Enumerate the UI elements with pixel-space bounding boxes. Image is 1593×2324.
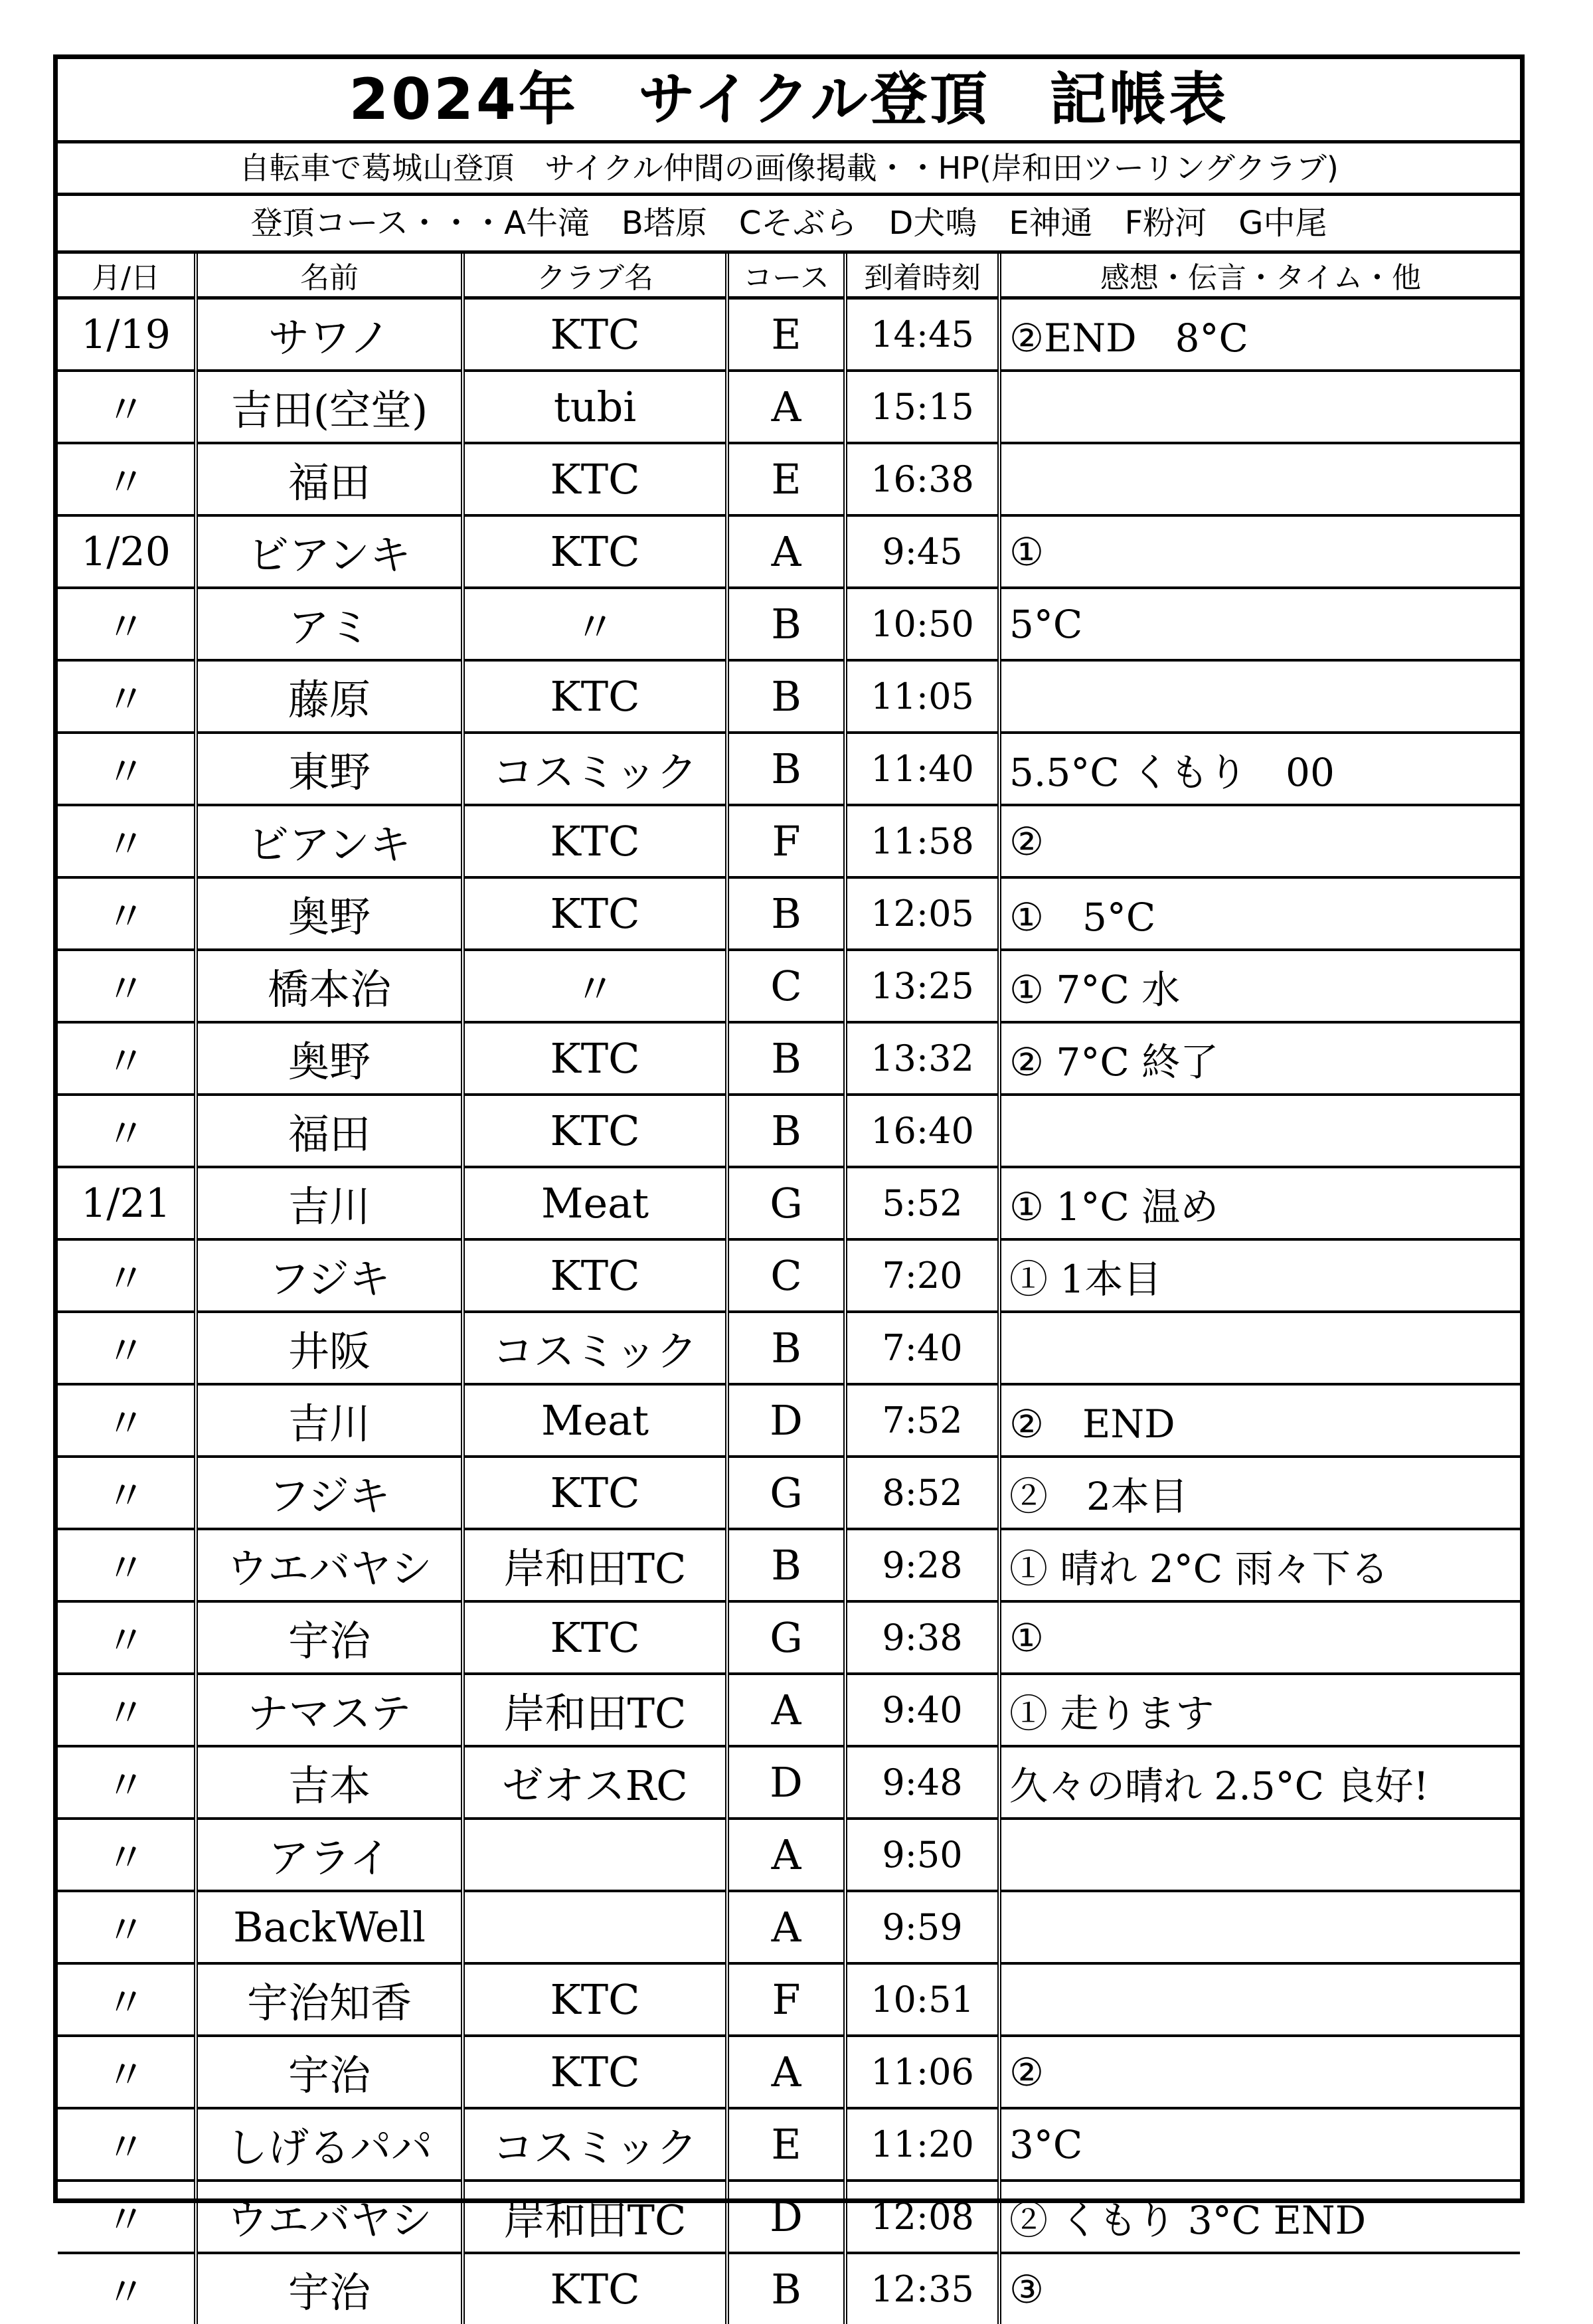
cell-club: Meat <box>463 1167 727 1239</box>
cell-time: 9:59 <box>845 1891 999 1963</box>
cell-course: B <box>727 1312 845 1384</box>
header-course: コース <box>727 254 845 298</box>
cell-date: 〃 <box>58 1963 196 2036</box>
header-date: 月/日 <box>58 254 196 298</box>
cell-course: B <box>727 2253 845 2324</box>
table-row <box>58 1312 1520 1384</box>
cell-time: 12:05 <box>845 877 999 950</box>
table-row <box>58 733 1520 805</box>
cell-time: 7:52 <box>845 1384 999 1457</box>
cell-club <box>463 1819 727 1891</box>
cell-club: KTC <box>463 1239 727 1312</box>
cell-date: 〃 <box>58 805 196 877</box>
cell-date: 〃 <box>58 733 196 805</box>
cell-time: 7:20 <box>845 1239 999 1312</box>
cell-club: 岸和田TC <box>463 1674 727 1746</box>
cell-date: 〃 <box>58 877 196 950</box>
cell-name: 宇治知香 <box>196 1963 463 2036</box>
cell-memo: 5.5°C くもり 00 <box>999 733 1520 805</box>
cell-course: C <box>727 1239 845 1312</box>
cell-memo: ① 7°C 水 <box>999 950 1520 1022</box>
cell-course: B <box>727 660 845 733</box>
cell-memo: ① 5°C <box>999 877 1520 950</box>
cell-memo: ② END <box>999 1384 1520 1457</box>
cell-course: F <box>727 805 845 877</box>
cell-club: 〃 <box>463 588 727 660</box>
cell-date: 〃 <box>58 2036 196 2108</box>
table-row <box>58 1022 1520 1095</box>
table-row <box>58 298 1520 371</box>
table-row <box>58 1529 1520 1601</box>
cell-time: 12:08 <box>845 2181 999 2253</box>
cell-club: tubi <box>463 371 727 443</box>
cell-course: D <box>727 1384 845 1457</box>
cell-course: B <box>727 877 845 950</box>
cell-name: BackWell <box>196 1891 463 1963</box>
cell-date: 〃 <box>58 950 196 1022</box>
header-time: 到着時刻 <box>845 254 999 298</box>
cell-memo: ② 2本目 <box>999 1457 1520 1529</box>
cell-name: アライ <box>196 1819 463 1891</box>
cell-date: 〃 <box>58 371 196 443</box>
cell-course: E <box>727 443 845 515</box>
cell-name: 福田 <box>196 443 463 515</box>
cell-memo <box>999 443 1520 515</box>
cell-course: G <box>727 1601 845 1674</box>
table-row <box>58 1095 1520 1167</box>
cell-name: 吉川 <box>196 1167 463 1239</box>
cell-club: 〃 <box>463 950 727 1022</box>
table-row <box>58 2253 1520 2324</box>
cell-name: 福田 <box>196 1095 463 1167</box>
table-row <box>58 1457 1520 1529</box>
cell-time: 7:40 <box>845 1312 999 1384</box>
cell-time: 14:45 <box>845 298 999 371</box>
cell-club: コスミック <box>463 1312 727 1384</box>
cell-date: 〃 <box>58 588 196 660</box>
cell-memo: ②END 8°C <box>999 298 1520 371</box>
table-row <box>58 1239 1520 1312</box>
cell-time: 16:40 <box>845 1095 999 1167</box>
cell-time: 10:50 <box>845 588 999 660</box>
header-club: クラブ名 <box>463 254 727 298</box>
cell-date: 〃 <box>58 1529 196 1601</box>
cell-date: 〃 <box>58 1022 196 1095</box>
cell-memo: ① <box>999 515 1520 588</box>
cell-time: 11:40 <box>845 733 999 805</box>
cell-name: 吉本 <box>196 1746 463 1819</box>
cell-club: KTC <box>463 1095 727 1167</box>
cell-time: 9:28 <box>845 1529 999 1601</box>
cell-course: E <box>727 2108 845 2181</box>
cell-name: 東野 <box>196 733 463 805</box>
cell-date: 〃 <box>58 1312 196 1384</box>
cell-name: 奥野 <box>196 877 463 950</box>
cell-name: ビアンキ <box>196 805 463 877</box>
cell-name: 藤原 <box>196 660 463 733</box>
cell-memo: ② <box>999 2036 1520 2108</box>
cell-memo: 5°C <box>999 588 1520 660</box>
cell-course: G <box>727 1457 845 1529</box>
page-title: 2024年 サイクル登頂 記帳表 <box>58 59 1520 143</box>
cell-name: 吉田(空堂) <box>196 371 463 443</box>
cell-club: ゼオスRC <box>463 1746 727 1819</box>
cell-club: Meat <box>463 1384 727 1457</box>
cell-name: 宇治 <box>196 1601 463 1674</box>
cell-memo: ② <box>999 805 1520 877</box>
cell-memo: ② 7°C 終了 <box>999 1022 1520 1095</box>
cell-time: 9:38 <box>845 1601 999 1674</box>
cell-memo <box>999 1963 1520 2036</box>
cell-course: E <box>727 298 845 371</box>
table-row <box>58 1819 1520 1891</box>
cell-memo <box>999 1891 1520 1963</box>
cell-club: コスミック <box>463 733 727 805</box>
table-row <box>58 1384 1520 1457</box>
cell-memo: ② くもり 3°C END <box>999 2181 1520 2253</box>
cell-time: 13:32 <box>845 1022 999 1095</box>
cell-memo: ① 晴れ 2°C 雨々下る <box>999 1529 1520 1601</box>
cell-date: 〃 <box>58 1457 196 1529</box>
cell-date: 〃 <box>58 1239 196 1312</box>
cell-course: A <box>727 371 845 443</box>
cell-date: 〃 <box>58 660 196 733</box>
table-row <box>58 805 1520 877</box>
table-row <box>58 371 1520 443</box>
cell-course: G <box>727 1167 845 1239</box>
cell-time: 9:50 <box>845 1819 999 1891</box>
cell-memo: 3°C <box>999 2108 1520 2181</box>
table-row <box>58 1167 1520 1239</box>
cell-date: 1/20 <box>58 515 196 588</box>
cell-club <box>463 1891 727 1963</box>
cell-club: KTC <box>463 1601 727 1674</box>
cell-name: 宇治 <box>196 2253 463 2324</box>
cell-memo: ① 1本目 <box>999 1239 1520 1312</box>
cell-course: A <box>727 515 845 588</box>
cell-club: KTC <box>463 1022 727 1095</box>
cell-name: 奥野 <box>196 1022 463 1095</box>
cell-name: アミ <box>196 588 463 660</box>
cell-club: KTC <box>463 2036 727 2108</box>
cell-date: 〃 <box>58 2181 196 2253</box>
cell-name: しげるパパ <box>196 2108 463 2181</box>
table-row <box>58 1601 1520 1674</box>
cell-memo <box>999 660 1520 733</box>
cell-club: KTC <box>463 515 727 588</box>
cell-name: ウエバヤシ <box>196 2181 463 2253</box>
cell-date: 〃 <box>58 2253 196 2324</box>
table-row <box>58 515 1520 588</box>
table-row <box>58 2181 1520 2253</box>
cell-time: 5:52 <box>845 1167 999 1239</box>
cell-memo: ① 1°C 温め <box>999 1167 1520 1239</box>
header-memo: 感想・伝言・タイム・他 <box>999 254 1520 298</box>
cell-name: ビアンキ <box>196 515 463 588</box>
cell-club: KTC <box>463 877 727 950</box>
cell-club: KTC <box>463 2253 727 2324</box>
cell-time: 13:25 <box>845 950 999 1022</box>
cell-memo: 久々の晴れ 2.5°C 良好! <box>999 1746 1520 1819</box>
cell-course: F <box>727 1963 845 2036</box>
cell-course: B <box>727 1529 845 1601</box>
table-row <box>58 1891 1520 1963</box>
cell-memo: ① <box>999 1601 1520 1674</box>
table-row <box>58 877 1520 950</box>
cell-memo: ③ <box>999 2253 1520 2324</box>
cell-memo: ① 走ります <box>999 1674 1520 1746</box>
cell-date: 〃 <box>58 1674 196 1746</box>
logbook-sheet <box>53 54 1525 2203</box>
cell-course: A <box>727 2036 845 2108</box>
cell-time: 9:40 <box>845 1674 999 1746</box>
cell-time: 10:51 <box>845 1963 999 2036</box>
cell-course: A <box>727 1674 845 1746</box>
cell-time: 8:52 <box>845 1457 999 1529</box>
header-name: 名前 <box>196 254 463 298</box>
cell-course: D <box>727 1746 845 1819</box>
cell-course: B <box>727 733 845 805</box>
cell-name: 井阪 <box>196 1312 463 1384</box>
cell-course: A <box>727 1891 845 1963</box>
cell-date: 〃 <box>58 1384 196 1457</box>
cell-club: KTC <box>463 298 727 371</box>
log-table-body <box>58 298 1520 2324</box>
cell-name: ナマステ <box>196 1674 463 1746</box>
cell-memo <box>999 1312 1520 1384</box>
cell-date: 〃 <box>58 443 196 515</box>
cell-time: 11:20 <box>845 2108 999 2181</box>
page-subtitle: 自転車で葛城山登頂 サイクル仲間の画像掲載・・HP(岸和田ツーリングクラブ) <box>58 143 1520 196</box>
cell-date: 〃 <box>58 1746 196 1819</box>
cell-date: 〃 <box>58 1601 196 1674</box>
cell-date: 〃 <box>58 1891 196 1963</box>
course-legend: 登頂コース・・・A牛滝 B塔原 Cそぶら D犬鳴 E神通 F粉河 G中尾 <box>58 196 1520 254</box>
cell-time: 12:35 <box>845 2253 999 2324</box>
cell-name: ウエバヤシ <box>196 1529 463 1601</box>
cell-date: 〃 <box>58 2108 196 2181</box>
cell-date: 1/21 <box>58 1167 196 1239</box>
table-row <box>58 2108 1520 2181</box>
cell-name: フジキ <box>196 1239 463 1312</box>
cell-course: D <box>727 2181 845 2253</box>
cell-time: 11:58 <box>845 805 999 877</box>
table-row <box>58 950 1520 1022</box>
cell-time: 15:15 <box>845 371 999 443</box>
cell-name: 宇治 <box>196 2036 463 2108</box>
cell-course: C <box>727 950 845 1022</box>
cell-time: 16:38 <box>845 443 999 515</box>
cell-name: 橋本治 <box>196 950 463 1022</box>
cell-club: KTC <box>463 1963 727 2036</box>
table-row <box>58 1674 1520 1746</box>
table-row <box>58 1963 1520 2036</box>
cell-time: 9:45 <box>845 515 999 588</box>
cell-club: コスミック <box>463 2108 727 2181</box>
cell-name: フジキ <box>196 1457 463 1529</box>
cell-club: KTC <box>463 660 727 733</box>
table-header-row <box>58 254 1520 298</box>
cell-time: 11:05 <box>845 660 999 733</box>
cell-time: 9:48 <box>845 1746 999 1819</box>
cell-course: B <box>727 588 845 660</box>
cell-memo <box>999 371 1520 443</box>
log-table <box>58 254 1520 2324</box>
cell-club: KTC <box>463 805 727 877</box>
cell-course: A <box>727 1819 845 1891</box>
table-row <box>58 2036 1520 2108</box>
cell-memo <box>999 1819 1520 1891</box>
table-row <box>58 588 1520 660</box>
cell-time: 11:06 <box>845 2036 999 2108</box>
table-row <box>58 443 1520 515</box>
table-row <box>58 660 1520 733</box>
cell-date: 〃 <box>58 1095 196 1167</box>
cell-date: 1/19 <box>58 298 196 371</box>
cell-date: 〃 <box>58 1819 196 1891</box>
cell-club: KTC <box>463 1457 727 1529</box>
cell-course: B <box>727 1022 845 1095</box>
cell-memo <box>999 1095 1520 1167</box>
cell-course: B <box>727 1095 845 1167</box>
table-row <box>58 1746 1520 1819</box>
cell-name: サワノ <box>196 298 463 371</box>
cell-name: 吉川 <box>196 1384 463 1457</box>
cell-club: 岸和田TC <box>463 2181 727 2253</box>
cell-club: 岸和田TC <box>463 1529 727 1601</box>
cell-club: KTC <box>463 443 727 515</box>
